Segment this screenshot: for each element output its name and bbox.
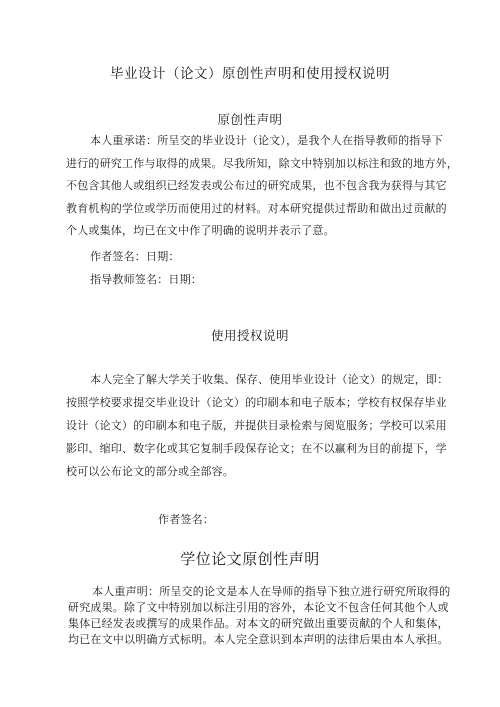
paragraph-line: 设计（论文）的印刷本和电子版，并提供目录检索与阅览服务；学校可以采用 bbox=[66, 419, 447, 432]
authorization-heading: 使用授权说明 bbox=[210, 328, 289, 343]
originality-heading: 原创性声明 bbox=[217, 112, 283, 127]
paragraph-line: 集体已经发表或撰写的成果作品。对本文的研究做出重要贡献的个人和集体， bbox=[68, 617, 449, 630]
paragraph-line: 按照学校要求提交毕业设计（论文）的印刷本和电子版本；学校有权保存毕业 bbox=[66, 396, 447, 409]
paragraph-line: 个人或集体，均已在文中作了明确的说明并表示了意。 bbox=[66, 224, 335, 237]
advisor-signature-line: 指导教师签名：日期： bbox=[90, 273, 202, 286]
main-title: 毕业设计（论文）原创性声明和使用授权说明 bbox=[110, 66, 390, 82]
originality-paragraph bbox=[66, 130, 466, 243]
paragraph-line: 研究成果。除了文中特别加以标注引用的容外，本论文不包含任何其他个人或 bbox=[68, 601, 449, 614]
degree-heading: 学位论文原创性声明 bbox=[180, 550, 320, 568]
paragraph-line: 均已在文中以明确方式标明。本人完全意识到本声明的法律后果由本人承担。 bbox=[68, 633, 449, 646]
authorization-paragraph bbox=[66, 368, 466, 483]
paragraph-line: 本人完全了解大学关于收集、保存、使用毕业设计（论文）的规定，即： bbox=[90, 373, 449, 386]
paragraph-line: 教育机构的学位或学历而使用过的材料。对本研究提供过帮助和做出过贡献的 bbox=[66, 201, 447, 215]
paragraph-line: 校可以公布论文的部分或全部容。 bbox=[66, 465, 234, 478]
authorization-author-signature: 作者签名： bbox=[158, 513, 214, 526]
paragraph-line: 不包含其他人或组织已经发表或公布过的研究成果，也不包含我为获得与其它 bbox=[66, 179, 447, 192]
paragraph-line: 本人重承诺：所呈交的毕业设计（论文），是我个人在指导教师的指导下 bbox=[90, 134, 443, 147]
paragraph-line: 本人重声明：所呈交的论文是本人在导师的指导下独立进行研究所取得的 bbox=[92, 585, 451, 598]
paragraph-line: 进行的研究工作与取得的成果。尽我所知，除文中特别加以标注和致的地方外， bbox=[66, 156, 458, 170]
paragraph-line: 影印、缩印、数字化或其它复制手段保存论文；在不以赢利为目的前提下，学 bbox=[66, 442, 447, 455]
degree-paragraph bbox=[68, 584, 468, 648]
author-signature-line: 作者签名：日期： bbox=[90, 250, 180, 263]
